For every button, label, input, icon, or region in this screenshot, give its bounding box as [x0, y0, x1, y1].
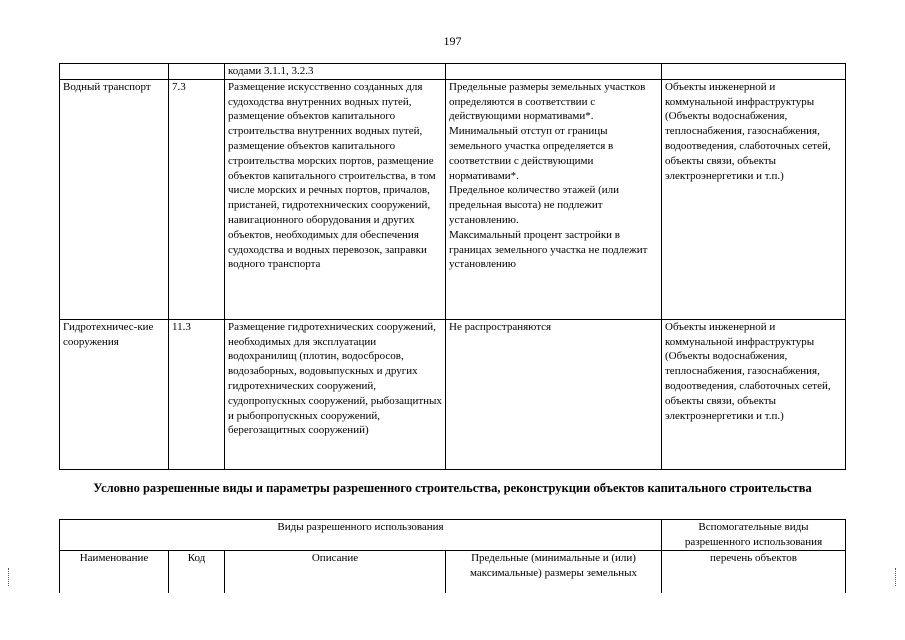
section-heading: Условно разрешенные виды и параметры разрешенного строительства, реконструкции объектов капитального строительства — [93, 481, 812, 495]
parameter-line: Минимальный отступ от границы земельного участка определяется в соответствии с действующими нормативами*. — [449, 125, 614, 182]
use-code: 11.3 — [169, 319, 225, 469]
use-code: 7.3 — [169, 79, 225, 319]
group-header: Виды разрешенного использования — [60, 520, 662, 551]
permitted-uses-table — [59, 63, 846, 470]
column-header-row — [60, 551, 846, 594]
column-header-aux-list: перечень объектов — [662, 551, 846, 594]
use-name: Гидротехничес-кие сооружения — [60, 319, 169, 469]
scan-edge-mark — [895, 568, 897, 586]
column-header-description: Описание — [225, 551, 446, 594]
use-auxiliary: Объекты инженерной и коммунальной инфраструктуры (Объекты водоснабжения, теплоснабжения, газоснабжения, водоотведения, слаботочных сетей, объекты связи, объекты электроэнергетики и т.п.) — [662, 79, 846, 319]
page-number: 197 — [443, 34, 462, 48]
parameter-line: Максимальный процент застройки в границах земельного участка не подлежит установлению — [449, 228, 648, 271]
use-parameters — [446, 319, 662, 469]
use-name: Водный транспорт — [60, 79, 169, 319]
table-header-row — [60, 520, 846, 551]
use-description: Размещение гидротехнических сооружений, необходимых для эксплуатации водохранилищ (плотин, водосбросов, водозаборных, водовыпускных и других гидротехнических сооружений, судопропускных сооружений, рыбозащитных и рыбопропускных сооружений, берегозащитных сооружений) — [225, 319, 446, 469]
parameter-line: Предельное количество этажей (или предельная высота) не подлежит установлению. — [449, 184, 620, 226]
column-header-name: Наименование — [60, 551, 169, 594]
use-parameters — [446, 79, 662, 319]
aux-header: Вспомогательные виды разрешенного использования — [662, 520, 846, 551]
scan-edge-mark — [8, 568, 10, 586]
table-row — [60, 319, 846, 469]
conditional-uses-table — [59, 519, 846, 593]
table-row — [60, 79, 846, 319]
parameter-line: Предельные размеры земельных участков определяются в соответствии с действующими нормативами*. — [449, 80, 646, 123]
use-description: Размещение искусственно созданных для судоходства внутренних водных путей, размещение объектов капитального строительства внутренних водных путей, размещение объектов капитального строительства морских портов, размещение объектов капитального строительства, в том числе морских и речных портов, причалов, пристаней, гидротехнических сооружений, навигационного оборудования и других объектов, необходимых для обеспечения судоходства и водных перевозок, заправки водного транспорта — [225, 79, 446, 319]
column-header-code: Код — [169, 551, 225, 594]
carryover-text: кодами 3.1.1, 3.2.3 — [225, 64, 446, 80]
table-row — [60, 64, 846, 80]
column-header-parameters: Предельные (минимальные и (или) максимальные) размеры земельных — [446, 551, 662, 594]
use-auxiliary: Объекты инженерной и коммунальной инфраструктуры (Объекты водоснабжения, теплоснабжения, газоснабжения, водоотведения, слаботочных сетей, объекты связи, объекты электроэнергетики и т.п.) — [662, 319, 846, 469]
parameter-line: Не распространяются — [449, 320, 552, 333]
